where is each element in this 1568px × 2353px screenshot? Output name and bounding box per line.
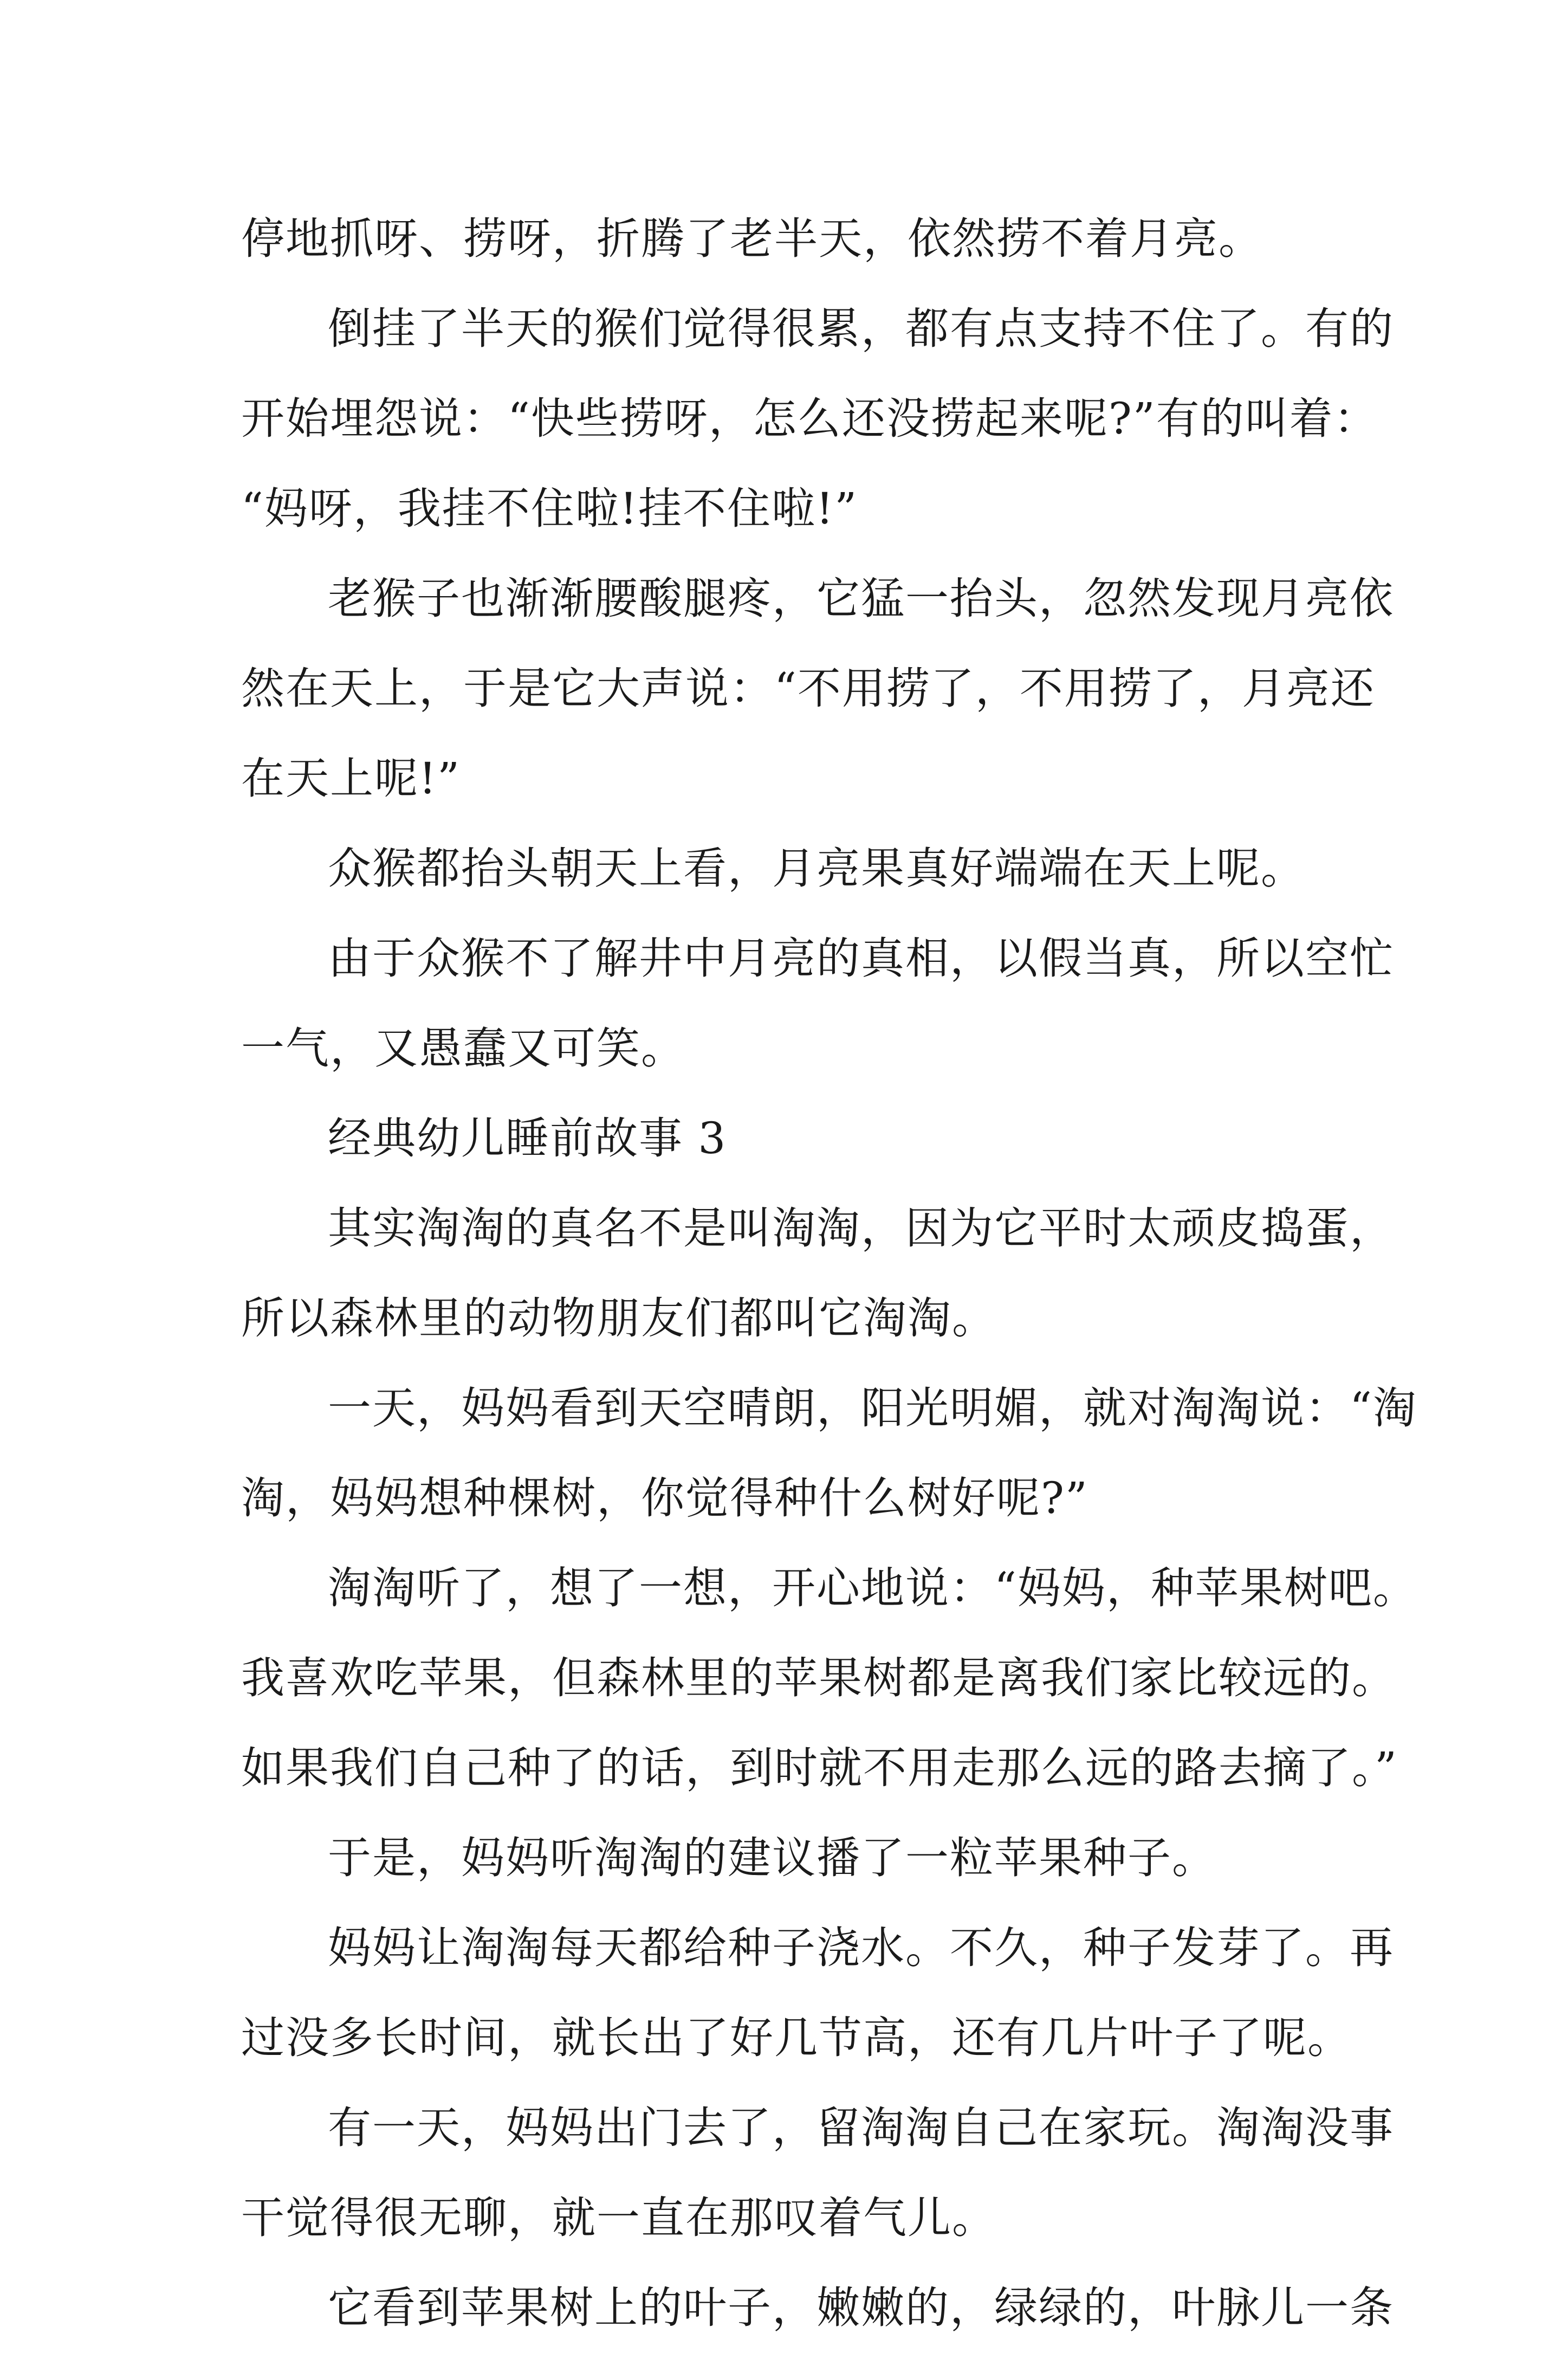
- text-line: 淘，妈妈想种棵树，你觉得种什么树好呢?”: [241, 1473, 1088, 1523]
- text-line: “妈呀，我挂不住啦!挂不住啦!”: [241, 483, 858, 534]
- text-line: 过没多长时间，就长出了好几节高，还有几片叶子了呢。: [241, 2013, 1352, 2063]
- text-line: 经典幼儿睡前故事 3: [328, 1113, 727, 1163]
- text-line: 如果我们自己种了的话，到时就不用走那么远的路去摘了。”: [241, 1743, 1398, 1793]
- text-line: 一气，又愚蠢又可笑。: [241, 1023, 685, 1074]
- text-line: 它看到苹果树上的叶子，嫩嫩的，绿绿的，叶脉儿一条: [328, 2283, 1394, 2333]
- text-line: 开始埋怨说：“快些捞呀，怎么还没捞起来呢?”有的叫着：: [241, 393, 1378, 444]
- text-line: 妈妈让淘淘每天都给种子浇水。不久，种子发芽了。再: [328, 1923, 1394, 1973]
- text-line: 于是，妈妈听淘淘的建议播了一粒苹果种子。: [328, 1833, 1216, 1883]
- text-line: 老猴子也渐渐腰酸腿疼，它猛一抬头，忽然发现月亮依: [328, 573, 1394, 624]
- text-line: 在天上呢!”: [241, 753, 461, 804]
- text-line: 其实淘淘的真名不是叫淘淘，因为它平时太顽皮捣蛋，: [328, 1203, 1394, 1253]
- text-line: 所以森林里的动物朋友们都叫它淘淘。: [241, 1293, 996, 1343]
- text-line: 众猴都抬头朝天上看，月亮果真好端端在天上呢。: [328, 843, 1305, 894]
- document-body: [241, 194, 1417, 2353]
- text-line: 由于众猴不了解井中月亮的真相，以假当真，所以空忙: [328, 933, 1394, 984]
- text-line: 停地抓呀、捞呀，折腾了老半天，依然捞不着月亮。: [241, 214, 1263, 264]
- text-line: 然在天上，于是它大声说：“不用捞了，不用捞了，月亮还: [241, 663, 1375, 714]
- text-line: 淘淘听了，想了一想，开心地说：“妈妈，种苹果树吧。: [328, 1563, 1417, 1613]
- text-line: 倒挂了半天的猴们觉得很累，都有点支持不住了。有的: [328, 303, 1394, 354]
- text-line: 我喜欢吃苹果，但森林里的苹果树都是离我们家比较远的。: [241, 1653, 1396, 1703]
- text-line: 有一天，妈妈出门去了，留淘淘自己在家玩。淘淘没事: [328, 2103, 1394, 2153]
- text-line: 干觉得很无聊，就一直在那叹着气儿。: [241, 2193, 996, 2243]
- text-line: 一天，妈妈看到天空晴朗，阳光明媚，就对淘淘说：“淘: [328, 1383, 1417, 1433]
